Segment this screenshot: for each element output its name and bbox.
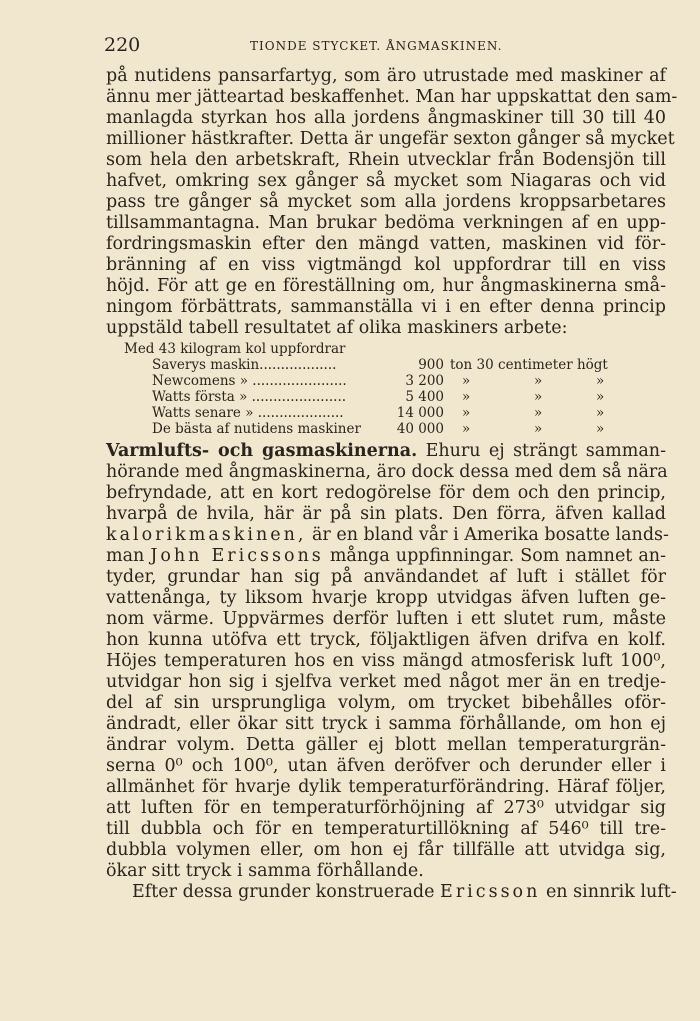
paragraph-ericsson-engine xyxy=(106,882,677,903)
text-line: hafvet, omkring sex gånger så mycket som Niagaras och vid xyxy=(106,171,666,191)
text-line: höjd. För att ge en föreställning om, hur ångmaskinerna små- xyxy=(106,276,666,296)
table-row xyxy=(106,405,666,421)
machine-name: Watts senare » .................... xyxy=(152,405,344,421)
text-line: vattenånga, ty liksom hvarje kropp utvidgas äfven luften ge- xyxy=(106,588,666,608)
text-line: tyder, grundar han sig på användandet af luft i stället för xyxy=(106,567,666,587)
machine-name: Watts första » ...................... xyxy=(152,389,347,405)
text-line: befryndade, att en kort redogörelse för dem och den princip, xyxy=(106,483,666,503)
text-line: ningom förbättrats, sammanställa vi i en efter denna princip xyxy=(106,297,666,317)
ditto-mark: » xyxy=(534,405,543,421)
text-line: utvidgar hon sig i sjelfva verket med något mer än en tredje- xyxy=(106,672,666,692)
coal-table xyxy=(106,341,666,437)
running-head: TIONDE STYCKET. ÅNGMASKINEN. xyxy=(250,39,503,53)
table-lead: Med 43 kilogram kol uppfordrar xyxy=(124,341,346,357)
paragraph-steam-power xyxy=(106,66,678,339)
ditto-mark: » xyxy=(462,373,471,389)
machine-name: De bästa af nutidens maskiner xyxy=(152,421,361,437)
ditto-mark: » xyxy=(462,421,471,437)
text-line: hörande med ångmaskinerna, äro dock dessa med dem så nära xyxy=(106,462,668,482)
text-line: uppstäld tabell resultatet af olika maskiners arbete: xyxy=(106,318,568,338)
ditto-mark: » xyxy=(462,405,471,421)
table-row xyxy=(106,357,666,373)
text-line: som hela den arbetskraft, Rhein utvecklar från Bodensjön till xyxy=(106,150,666,170)
coal-value: 5 400 xyxy=(405,389,444,405)
text-line: är en bland vår i Amerika bosatte lands- xyxy=(312,525,669,545)
table-row xyxy=(106,373,666,389)
emphasis-ericsson: Ericsson xyxy=(440,882,541,902)
section-heading: Varmlufts- och gasmaskinerna. xyxy=(106,441,418,461)
text-line: Ehuru ej strängt samman- xyxy=(425,441,666,461)
text-line: nom värme. Uppvärmes derför luften i ett slutet rum, måste xyxy=(106,609,666,629)
ditto-mark: » xyxy=(596,421,605,437)
text-line: Efter dessa grunder konstruerade xyxy=(132,882,435,902)
text-line: millioner hästkrafter. Detta är ungefär sexton gånger så mycket xyxy=(106,129,675,149)
text-line: man xyxy=(106,546,145,566)
ditto-mark: » xyxy=(596,389,605,405)
ditto-mark: » xyxy=(462,389,471,405)
coal-value: 900 xyxy=(418,357,444,373)
page-header xyxy=(104,34,664,58)
text-line: pass tre gånger så mycket som alla jordens kroppsarbetares xyxy=(106,192,666,212)
table-row xyxy=(106,421,666,437)
text-line: ännu mer jätteartad beskaffenhet. Man har uppskattat den sam- xyxy=(106,87,678,107)
text-line: hvarpå de hvila, här är på sin plats. Den förra, äfven kallad xyxy=(106,504,666,524)
body-text xyxy=(106,66,678,903)
machine-name: Newcomens » ...................... xyxy=(152,373,347,389)
value-unit: ton 30 centimeter högt xyxy=(450,357,608,373)
text-line: allmänhet för hvarje dylik temperaturförändring. Häraf följer, xyxy=(106,777,666,797)
emphasis-ericsson: John Ericssons xyxy=(150,546,324,566)
emphasis-kalorik: kalorikmaskinen, xyxy=(106,525,307,545)
ditto-mark: » xyxy=(596,373,605,389)
coal-value: 40 000 xyxy=(396,421,444,437)
page-number: 220 xyxy=(104,34,141,56)
machine-name: Saverys maskin.................. xyxy=(152,357,337,373)
coal-value: 3 200 xyxy=(405,373,444,389)
text-line: serna 0⁰ och 100⁰, utan äfven deröfver och derunder eller i xyxy=(106,756,666,776)
text-line: till dubbla och för en temperaturtillökning af 546⁰ till tre- xyxy=(106,819,666,839)
coal-value: 14 000 xyxy=(396,405,444,421)
text-line: tillsammantagna. Man brukar bedöma verkningen af en upp- xyxy=(106,213,666,233)
paragraph-hot-air-engines xyxy=(106,441,669,882)
ditto-mark: » xyxy=(534,421,543,437)
text-line: många uppfinningar. Som namnet an- xyxy=(329,546,666,566)
text-line: dubbla volymen eller, om hon ej får tillfälle att utvidga sig, xyxy=(106,840,666,860)
table-row xyxy=(106,389,666,405)
text-line: att luften för en temperaturförhöjning af 273⁰ utvidgar sig xyxy=(106,798,666,818)
text-line: ökar sitt tryck i samma förhållande. xyxy=(106,861,424,881)
text-line: manlagda styrkan hos alla jordens ångmaskiner till 30 till 40 xyxy=(106,108,666,128)
text-line: bränning af en viss vigtmängd kol uppfordrar till en viss xyxy=(106,255,666,275)
text-line: på nutidens pansarfartyg, som äro utrustade med maskiner af xyxy=(106,66,666,86)
text-line: ändrar volym. Detta gäller ej blott mellan temperaturgrän- xyxy=(106,735,666,755)
ditto-mark: » xyxy=(596,405,605,421)
text-line: en sinnrik luft- xyxy=(545,882,677,902)
ditto-mark: » xyxy=(534,373,543,389)
text-line: fordringsmaskin efter den mängd vatten, maskinen vid för- xyxy=(106,234,666,254)
text-line: Höjes temperaturen hos en viss mängd atmosferisk luft 100⁰, xyxy=(106,651,666,671)
text-line: hon kunna utöfva ett tryck, följaktligen äfven drifva en kolf. xyxy=(106,630,666,650)
text-line: ändradt, eller ökar sitt tryck i samma förhållande, om hon ej xyxy=(106,714,666,734)
ditto-mark: » xyxy=(534,389,543,405)
text-line: del af sin ursprungliga volym, om trycket bibehålles oför- xyxy=(106,693,666,713)
